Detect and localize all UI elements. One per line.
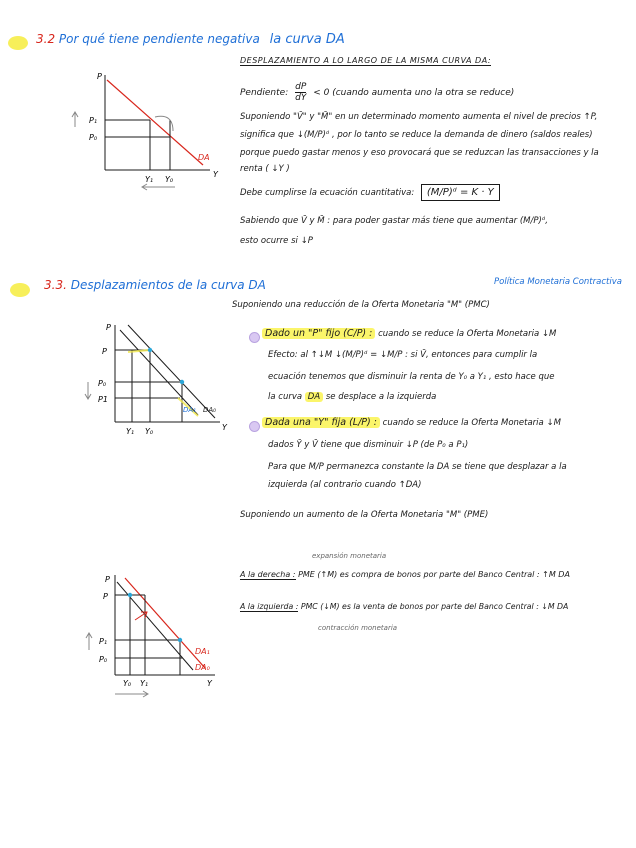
bullet-2-line-3: Para que M/P permanezca constante la DA se tiene que desplazar a la bbox=[268, 462, 567, 472]
graph-3-y1-label: Y₁ bbox=[140, 679, 149, 688]
graph-2-da0-curve bbox=[128, 325, 215, 418]
izquierda-line: A la izquierda : PMC (↓M) es la venta de bonos por parte del Banco Central : ↓M DA bbox=[240, 602, 569, 611]
graph-2-point bbox=[180, 380, 184, 384]
graph-3 bbox=[75, 570, 235, 705]
notes-line-7: esto ocurre si ↓P bbox=[240, 236, 313, 246]
section-title-text: Por qué tiene pendiente negativa bbox=[58, 32, 260, 46]
side-note-pmc: Política Monetaria Contractiva bbox=[494, 277, 622, 287]
graph-1-y1-label: Y₁ bbox=[145, 175, 154, 184]
bullet-1 bbox=[249, 332, 260, 343]
bullet-2-line-2: dados Ȳ y V̄ tiene que disminuir ↓P (de P₀ a P₁) bbox=[268, 440, 469, 450]
graph-3-da0-label: DA₀ bbox=[195, 663, 210, 672]
pendiente-line: Pendiente: $\frac{dP}{dY}$ < 0 (cuando aumenta uno la otra se reduce) bbox=[240, 82, 515, 103]
bullet-1-line-2: Efecto: al ↑↓M ↓(M/P)ᵈ = ↓M/P : si V̄, entonces para cumplir la bbox=[268, 350, 538, 360]
note-expansion: expansión monetaria bbox=[312, 552, 387, 560]
bullet-1-title-line: Dado un "P" fijo (C/P) : cuando se reduce la Oferta Monetaria ↓M bbox=[262, 328, 556, 339]
graph-2-y-axis-label: Y bbox=[222, 423, 227, 432]
section-title-blue: la curva DA bbox=[269, 32, 345, 47]
pendiente-fraction: $\frac{dP}{dY}$ bbox=[295, 82, 307, 103]
highlight-dot bbox=[8, 36, 28, 50]
graph-3-da1-label: DA₁ bbox=[195, 647, 210, 656]
section-title-text: Desplazamientos de la curva DA bbox=[70, 278, 266, 292]
graph-3-y0-label: Y₀ bbox=[123, 679, 132, 688]
graph-3-y-axis-label: Y bbox=[207, 679, 212, 688]
note-contraction: contracción monetaria bbox=[318, 624, 398, 632]
graph-2-y1-label: Y₁ bbox=[126, 427, 135, 436]
notes-heading: DESPLAZAMIENTO A LO LARGO DE LA MISMA CURVA DA: bbox=[240, 56, 492, 65]
derecha-line: A la derecha : PME (↑M) es compra de bonos por parte del Banco Central : ↑M DA bbox=[240, 570, 570, 579]
graph-1-p0-label: P₀ bbox=[89, 133, 98, 142]
equation-box: (M/P)ᵈ = K · Y bbox=[421, 184, 500, 201]
bullet-2-title-line: Dada una "Y" fija (L/P) : cuando se reduce la Oferta Monetaria ↓M bbox=[262, 417, 561, 428]
graph-3-da1-curve bbox=[125, 578, 205, 668]
bullet-1-line-3: ecuación tenemos que disminuir la renta de Y₀ a Y₁ , esto hace que bbox=[268, 372, 555, 382]
graph-2-p-axis-label: P bbox=[106, 323, 111, 332]
notes-line-6: Sabiendo que V̄ y M̄ : para poder gastar más tiene que aumentar (M/P)ᵈ, bbox=[240, 216, 548, 226]
graph-1-y-label: Y bbox=[213, 170, 218, 179]
graph-2-p-label: P bbox=[102, 347, 107, 356]
highlight-dot bbox=[10, 283, 30, 297]
graph-2-da0-label: DA₀ bbox=[203, 406, 216, 414]
section-number: 3.2 bbox=[36, 32, 56, 46]
section-3-2-title bbox=[36, 32, 345, 47]
graph-3-p-label: P bbox=[103, 592, 108, 601]
graph-1-p-label: P bbox=[97, 72, 102, 81]
section-3-3-title bbox=[44, 278, 266, 292]
graph-3-point bbox=[178, 638, 182, 642]
intro-reduction: Suponiendo una reducción de la Oferta Monetaria "M" (PMC) bbox=[232, 300, 490, 310]
bullet-2-line-4: izquierda (al contrario cuando ↑DA) bbox=[268, 480, 422, 490]
graph-2-da1-label: DA₁ bbox=[183, 406, 196, 414]
graph-1-da-curve bbox=[107, 80, 203, 165]
graph-3-p0-label: P₀ bbox=[99, 655, 108, 664]
graph-2-p0-label: P₀ bbox=[98, 379, 107, 388]
graph-2-p1-label: P1 bbox=[98, 395, 108, 404]
graph-3-p1-label: P₁ bbox=[99, 637, 108, 646]
notes-line-2: significa que ↓(M/P)ᵈ , por lo tanto se reduce la demanda de dinero (saldos reales) bbox=[240, 130, 593, 140]
ecuacion-line: Debe cumplirse la ecuación cuantitativa: (M/P)ᵈ = K · Y bbox=[240, 184, 500, 201]
section-number: 3.3. bbox=[44, 278, 67, 292]
graph-2-y0-label: Y₀ bbox=[145, 427, 154, 436]
graph-3-p-axis-label: P bbox=[105, 575, 110, 584]
graph-2-point bbox=[148, 348, 152, 352]
graph-1 bbox=[55, 65, 230, 200]
bullet-1-line-4: la curva DA se desplace a la izquierda bbox=[268, 392, 437, 402]
notes-line-4: renta ( ↓Y ) bbox=[240, 164, 290, 174]
notes-line-3: porque puedo gastar menos y eso provocará que se reduzcan las transacciones y la bbox=[240, 148, 599, 158]
graph-1-y0-label: Y₀ bbox=[165, 175, 174, 184]
intro-increase: Suponiendo un aumento de la Oferta Monetaria "M" (PME) bbox=[240, 510, 489, 520]
notes-line-1: Suponiendo "V̄" y "M̄" en un determinado momento aumenta el nivel de precios ↑P, bbox=[240, 112, 598, 122]
graph-1-p1-label: P₁ bbox=[89, 116, 98, 125]
bullet-2 bbox=[249, 421, 260, 432]
graph-3-point bbox=[128, 593, 132, 597]
graph-1-da-label: DA bbox=[198, 153, 210, 162]
graph-2 bbox=[70, 320, 235, 445]
